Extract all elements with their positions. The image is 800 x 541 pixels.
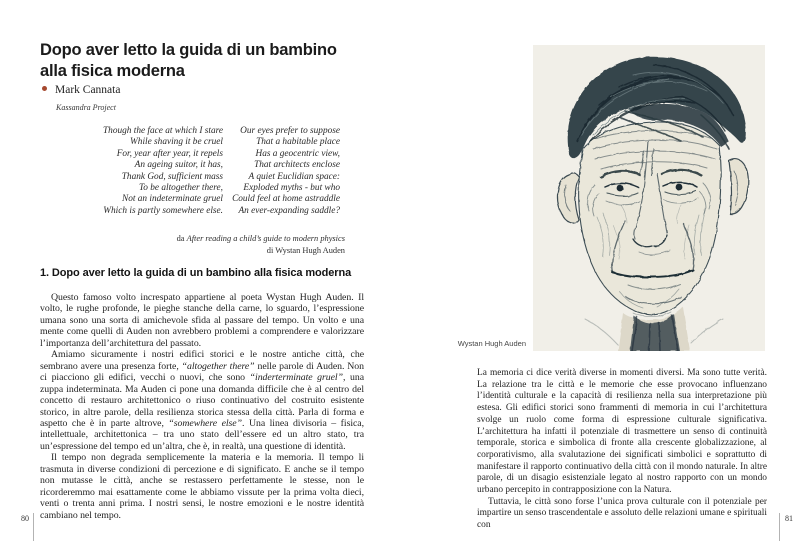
- text-line: That architects enclose: [254, 160, 340, 171]
- page-number-left: 80: [21, 514, 29, 523]
- chapter-title: [40, 40, 380, 81]
- auden-portrait-drawing: [533, 45, 765, 351]
- text-line: Could feel at home astraddle: [232, 194, 340, 205]
- text-line: Our eyes prefer to suppose: [240, 126, 340, 136]
- author-bullet-icon: [42, 86, 47, 91]
- poem-source-title-line: da After reading a child’s guide to modern physics: [176, 234, 345, 243]
- page-number-right: 81: [785, 514, 793, 523]
- text-line: For, year after year, it repels: [116, 148, 223, 159]
- auden-portrait-figure: [533, 45, 765, 351]
- text-line: Not an indeterminate gruel: [122, 194, 223, 205]
- body-column-left: [40, 292, 364, 521]
- text-line: Though the face at which I stare: [103, 126, 223, 136]
- text-line: To be altogether there,: [138, 183, 223, 194]
- poem-source: [95, 233, 345, 256]
- author-affiliation: Kassandra Project: [56, 103, 116, 112]
- text-line: An ageing suitor, it has,: [134, 160, 223, 171]
- text-line: While shaving it be cruel: [130, 137, 223, 148]
- body-column-right: [477, 368, 767, 532]
- text-line: Exploded myths - but who: [243, 183, 340, 194]
- folio-rule-right: [779, 513, 780, 541]
- text-line: Thank God, sufficient mass: [121, 171, 223, 182]
- body-paragraph: Amiamo sicuramente i nostri edifici storici e le nostre antiche città, che sembrano avere una presenza forte, “altogether there” nelle parole di Auden. Non ci piacciono gli edifici, vecchi o nuovi, che sono “inderterminate gruel”, una zuppa indeterminata. Ma Auden ci pone una domanda difficile che è al centro del concetto di restauro architettonico o riuso continuativo del costruito esistente storico, in altre parole, della resilienza storica stessa della città. Parla di forma e aspetto che è in parte altrove, “somewhere else”. Una linea divisoria – fisica, intellettuale, architettonica – tra uno stato dell’essere ed un altro stato, tra un’espressione del tempo ed un’altra, che è, in realtà, una questione di identità.: [40, 349, 364, 452]
- text-line: A quiet Euclidian space:: [248, 171, 340, 182]
- text-line: An ever-expanding saddle?: [238, 205, 340, 216]
- section-heading: 1. Dopo aver letto la guida di un bambino alla fisica moderna: [40, 267, 352, 279]
- folio-rule-left: [33, 513, 34, 541]
- body-paragraph: La memoria ci dice verità diverse in momenti diversi. Ma sono tutte verità. La relazione tra le città e le memorie che esse provocano influenzano l’identità culturale e la capacità di resilienza nella sua interpretazione più estesa. Gli edifici storici sono frammenti di memoria in cui l’architettura svolge un ruolo come forma di espressione culturale significativa. L’architettura ha infatti il potenziale di trasmettere un senso di continuità temporale, storica e simbolica di fronte alla crescente globalizzazione, al corporativismo, alla svalutazione dei significati simbolici e soprattutto di manifestare il rapporto continuativo della città con il mondo naturale. In altre parole, di un disagio esistenziale legato al nostro rapporto con un mondo urbano percepito in contrapposizione con la Natura.: [477, 368, 767, 496]
- figure-caption: Wystan Hugh Auden: [457, 339, 526, 348]
- body-paragraph: Tuttavia, le città sono forse l’unica prova culturale con il potenziale per impartire un senso trascendentale e assoluto delle relazioni umane e spirituali con: [477, 496, 768, 531]
- text-line: That a habitable place: [256, 137, 340, 148]
- text-line: alla fisica moderna: [40, 61, 185, 80]
- body-paragraph: Il tempo non degrada semplicemente la materia e la memoria. Il tempo li trasmuta in diverse condizioni di percezione e di significato. E anche se il tempo non mutasse le città, anche se restassero perfettamente le stesse, non le ricorderemmo mai esattamente come le abbiamo vissute per la prima volta dieci, venti o trenta anni prima. I nostri sensi, le nostre emozioni e le nostre identità cambiano nel tempo.: [40, 452, 364, 521]
- poem-source-author-line: di Wystan Hugh Auden: [266, 245, 345, 255]
- text-line: Which is partly somewhere else.: [103, 205, 223, 216]
- author-row: [42, 84, 242, 96]
- text-line: Has a geocentric view,: [255, 148, 340, 159]
- poem-stanza-left: [60, 126, 223, 217]
- author-name: Mark Cannata: [55, 84, 121, 96]
- text-line: Dopo aver letto la guida di un bambino: [40, 41, 337, 59]
- poem-stanza-right: [213, 126, 340, 217]
- body-paragraph: Questo famoso volto increspato appartiene al poeta Wystan Hugh Auden. Il volto, le rughe profonde, le pieghe stanche della carne, lo sguardo, l’espressione umana sono una sorta di amichevole sfida al passare del tempo. Un volto e una mente come quelli di Auden non avrebbero problemi a comprendere e valorizzare l’importanza dell’architettura del passato.: [40, 292, 364, 349]
